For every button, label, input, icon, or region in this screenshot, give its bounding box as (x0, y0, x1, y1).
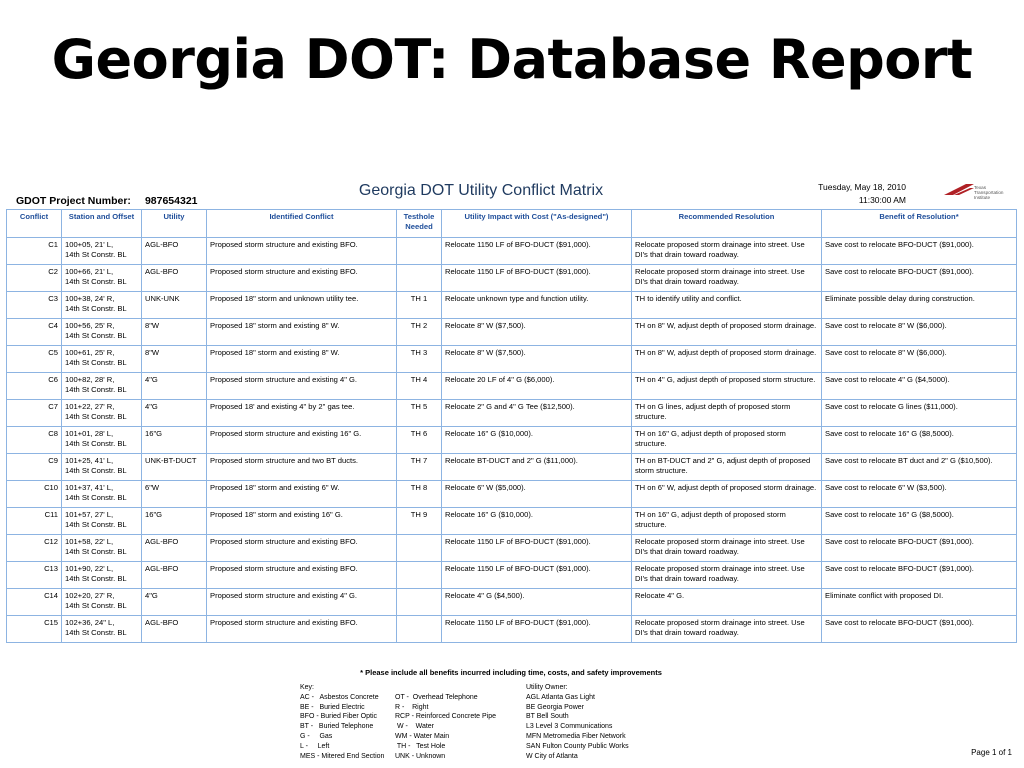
recommended-resolution-cell: TH on 4" G, adjust depth of proposed storm structure. (632, 373, 822, 400)
identified-conflict-cell: Proposed storm structure and existing BFO. (207, 238, 397, 265)
utility-cell: 8"W (142, 319, 207, 346)
column-header: Station and Offset (62, 210, 142, 238)
station-baseline: 14th St Constr. BL (65, 493, 127, 502)
utility-cell: 4"G (142, 400, 207, 427)
table-row (7, 265, 1017, 292)
station-baseline: 14th St Constr. BL (65, 547, 127, 556)
testhole-cell (397, 589, 442, 616)
tti-logo-icon (944, 182, 974, 196)
station-value: 101+37, 41' L, (65, 483, 114, 492)
table-row (7, 454, 1017, 481)
benefit-cell: Eliminate possible delay during construction. (822, 292, 1017, 319)
station-value: 100+82, 28' R, (65, 375, 115, 384)
identified-conflict-cell: Proposed 18" storm and existing 16" G. (207, 508, 397, 535)
table-row (7, 400, 1017, 427)
column-header: Conflict (7, 210, 62, 238)
key-entry: RCP - Reinforced Concrete Pipe (395, 713, 497, 721)
recommended-resolution-cell: TH on BT-DUCT and 2" G, adjust depth of proposed storm structure. (632, 454, 822, 481)
utility-impact-cell: Relocate 16" G ($10,000). (442, 508, 632, 535)
recommended-resolution-cell: TH to identify utility and conflict. (632, 292, 822, 319)
column-header: Benefit of Resolution* (822, 210, 1017, 238)
benefit-cell: Save cost to relocate 8" W ($6,000). (822, 319, 1017, 346)
utility-impact-cell: Relocate 4" G ($4,500). (442, 589, 632, 616)
table-row (7, 616, 1017, 643)
key-row (300, 732, 530, 742)
utility-cell: UNK-UNK (142, 292, 207, 319)
recommended-resolution-cell: TH on 8" W, adjust depth of proposed storm drainage. (632, 319, 822, 346)
station-offset-cell (62, 427, 142, 454)
conflict-id-cell: C3 (7, 292, 62, 319)
table-row (7, 481, 1017, 508)
conflict-id-cell: C8 (7, 427, 62, 454)
utility-impact-cell: Relocate 1150 LF of BFO-DUCT ($91,000). (442, 616, 632, 643)
project-number-value: 987654321 (144, 195, 198, 207)
table-header-row (7, 210, 1017, 238)
key-title: Key: (300, 684, 315, 691)
station-baseline: 14th St Constr. BL (65, 385, 127, 394)
key-entry: BT - Buried Telephone (300, 723, 374, 731)
utility-owner-entry: W City of Atlanta (526, 752, 578, 760)
utility-impact-cell: Relocate 6" W ($5,000). (442, 481, 632, 508)
utility-cell: 6"W (142, 481, 207, 508)
station-offset-cell (62, 562, 142, 589)
table-row (7, 238, 1017, 265)
utility-impact-cell: Relocate 1150 LF of BFO-DUCT ($91,000). (442, 562, 632, 589)
station-offset-cell (62, 238, 142, 265)
key-entry: MES - Mitered End Section (300, 752, 385, 760)
utility-owner-entry: BE Georgia Power (526, 703, 584, 711)
logo-text: Texas Transportation Institute (974, 185, 1004, 200)
testhole-cell (397, 265, 442, 292)
station-baseline: 14th St Constr. BL (65, 439, 127, 448)
benefit-cell: Save cost to relocate 16" G ($8,5000). (822, 427, 1017, 454)
key-entry: WM - Water Main (395, 732, 450, 740)
identified-conflict-cell: Proposed storm structure and two BT ducts. (207, 454, 397, 481)
utility-cell: 8"W (142, 346, 207, 373)
column-header: Recommended Resolution (632, 210, 822, 238)
identified-conflict-cell: Proposed storm structure and existing 4" G. (207, 589, 397, 616)
identified-conflict-cell: Proposed 18" storm and existing 6" W. (207, 481, 397, 508)
conflict-table (6, 209, 1017, 643)
conflict-id-cell: C6 (7, 373, 62, 400)
table-row (7, 535, 1017, 562)
table-row (7, 319, 1017, 346)
identified-conflict-cell: Proposed storm structure and existing BFO. (207, 265, 397, 292)
utility-cell: AGL-BFO (142, 616, 207, 643)
station-baseline: 14th St Constr. BL (65, 574, 127, 583)
conflict-id-cell: C1 (7, 238, 62, 265)
utility-impact-cell: Relocate BT-DUCT and 2" G ($11,000). (442, 454, 632, 481)
identified-conflict-cell: Proposed storm structure and existing 4" G. (207, 373, 397, 400)
key-entry: L - Left (300, 742, 330, 750)
utility-owner-title: Utility Owner: (526, 684, 568, 691)
utility-owner-entry: L3 Level 3 Communications (526, 723, 613, 731)
report-date: Tuesday, May 18, 2010 (818, 182, 906, 192)
conflict-id-cell: C13 (7, 562, 62, 589)
conflict-id-cell: C2 (7, 265, 62, 292)
utility-impact-cell: Relocate 20 LF of 4" G ($6,000). (442, 373, 632, 400)
key-row (300, 752, 530, 762)
conflict-id-cell: C7 (7, 400, 62, 427)
recommended-resolution-cell: Relocate proposed storm drainage into street. Use DI's that drain toward roadway. (632, 616, 822, 643)
recommended-resolution-cell: TH on 16" G, adjust depth of proposed storm structure. (632, 508, 822, 535)
testhole-cell: TH 1 (397, 292, 442, 319)
table-row (7, 589, 1017, 616)
benefit-cell: Save cost to relocate BT duct and 2" G ($10,500). (822, 454, 1017, 481)
recommended-resolution-cell: TH on 8" W, adjust depth of proposed storm drainage. (632, 346, 822, 373)
station-offset-cell (62, 400, 142, 427)
testhole-cell (397, 562, 442, 589)
testhole-cell: TH 8 (397, 481, 442, 508)
station-offset-cell (62, 535, 142, 562)
station-value: 101+22, 27' R, (65, 402, 115, 411)
key-row (300, 712, 530, 722)
station-value: 102+36, 24" L, (65, 618, 115, 627)
station-value: 101+57, 27' L, (65, 510, 114, 519)
benefit-cell: Save cost to relocate BFO-DUCT ($91,000). (822, 616, 1017, 643)
station-baseline: 14th St Constr. BL (65, 304, 127, 313)
identified-conflict-cell: Proposed storm structure and existing 16" G. (207, 427, 397, 454)
identified-conflict-cell: Proposed 18" storm and existing 8" W. (207, 319, 397, 346)
table-row (7, 508, 1017, 535)
utility-impact-cell: Relocate unknown type and function utility. (442, 292, 632, 319)
testhole-cell: TH 3 (397, 346, 442, 373)
benefit-cell: Save cost to relocate BFO-DUCT ($91,000). (822, 265, 1017, 292)
page-number: Page 1 of 1 (971, 748, 1012, 757)
station-baseline: 14th St Constr. BL (65, 250, 127, 259)
project-number-label: GDOT Project Number: (16, 195, 131, 207)
matrix-title: Georgia DOT Utility Conflict Matrix (358, 182, 604, 199)
station-baseline: 14th St Constr. BL (65, 331, 127, 340)
benefit-cell: Save cost to relocate 8" W ($6,000). (822, 346, 1017, 373)
key-row (300, 693, 530, 703)
key-entry: TH - Test Hole (395, 742, 446, 750)
recommended-resolution-cell: Relocate proposed storm drainage into street. Use DI's that drain toward roadway. (632, 535, 822, 562)
identified-conflict-cell: Proposed storm structure and existing BFO. (207, 535, 397, 562)
station-baseline: 14th St Constr. BL (65, 358, 127, 367)
table-row (7, 346, 1017, 373)
project-number-line (16, 195, 198, 207)
key-entry: BE - Buried Electric (300, 703, 365, 711)
station-offset-cell (62, 589, 142, 616)
conflict-id-cell: C12 (7, 535, 62, 562)
utility-impact-cell: Relocate 8" W ($7,500). (442, 346, 632, 373)
key-row (300, 742, 530, 752)
benefit-cell: Save cost to relocate BFO-DUCT ($91,000). (822, 562, 1017, 589)
recommended-resolution-cell: Relocate proposed storm drainage into street. Use DI's that drain toward roadway. (632, 265, 822, 292)
recommended-resolution-cell: Relocate proposed storm drainage into street. Use DI's that drain toward roadway. (632, 238, 822, 265)
utility-cell: UNK-BT-DUCT (142, 454, 207, 481)
utility-owner-entry: BT Bell South (526, 713, 569, 721)
benefit-footnote: * Please include all benefits incurred including time, costs, and safety improvements (360, 668, 662, 677)
station-offset-cell (62, 508, 142, 535)
key-entry: R - Right (395, 703, 429, 711)
column-header: Utility Impact with Cost ("As-designed") (442, 210, 632, 238)
station-offset-cell (62, 346, 142, 373)
identified-conflict-cell: Proposed 18' and existing 4" by 2" gas tee. (207, 400, 397, 427)
conflict-id-cell: C5 (7, 346, 62, 373)
utility-impact-cell: Relocate 8" W ($7,500). (442, 319, 632, 346)
recommended-resolution-cell: TH on 6" W, adjust depth of proposed storm drainage. (632, 481, 822, 508)
station-value: 101+58, 22' L, (65, 537, 114, 546)
benefit-cell: Eliminate conflict with proposed DI. (822, 589, 1017, 616)
station-baseline: 14th St Constr. BL (65, 412, 127, 421)
utility-owner-entry: SAN Fulton County Public Works (526, 742, 629, 750)
conflict-id-cell: C11 (7, 508, 62, 535)
utility-cell: AGL-BFO (142, 535, 207, 562)
identified-conflict-cell: Proposed 18" storm and unknown utility tee. (207, 292, 397, 319)
benefit-cell: Save cost to relocate 16" G ($8,5000). (822, 508, 1017, 535)
key-entry: OT - Overhead Telephone (395, 693, 478, 701)
station-baseline: 14th St Constr. BL (65, 520, 127, 529)
key-entry: AC - Asbestos Concrete (300, 693, 379, 701)
testhole-cell: TH 7 (397, 454, 442, 481)
testhole-cell: TH 5 (397, 400, 442, 427)
station-baseline: 14th St Constr. BL (65, 601, 127, 610)
identified-conflict-cell: Proposed 18" storm and existing 8" W. (207, 346, 397, 373)
utility-owner-entry: AGL Atlanta Gas Light (526, 693, 596, 701)
recommended-resolution-cell: TH on G lines, adjust depth of proposed storm structure. (632, 400, 822, 427)
table-row (7, 373, 1017, 400)
testhole-cell: TH 6 (397, 427, 442, 454)
conflict-id-cell: C14 (7, 589, 62, 616)
station-baseline: 14th St Constr. BL (65, 277, 127, 286)
abbreviation-key (300, 683, 530, 761)
table-row (7, 427, 1017, 454)
identified-conflict-cell: Proposed storm structure and existing BFO. (207, 616, 397, 643)
station-baseline: 14th St Constr. BL (65, 466, 127, 475)
benefit-cell: Save cost to relocate 6" W ($3,500). (822, 481, 1017, 508)
tti-logo (944, 182, 1014, 204)
utility-cell: 16"G (142, 508, 207, 535)
utility-impact-cell: Relocate 16" G ($10,000). (442, 427, 632, 454)
key-row (300, 703, 530, 713)
utility-impact-cell: Relocate 1150 LF of BFO-DUCT ($91,000). (442, 238, 632, 265)
conflict-id-cell: C4 (7, 319, 62, 346)
utility-cell: 4"G (142, 373, 207, 400)
station-value: 100+05, 21' L, (65, 240, 114, 249)
testhole-cell: TH 4 (397, 373, 442, 400)
recommended-resolution-cell: Relocate proposed storm drainage into street. Use DI's that drain toward roadway. (632, 562, 822, 589)
utility-cell: AGL-BFO (142, 562, 207, 589)
identified-conflict-cell: Proposed storm structure and existing BFO. (207, 562, 397, 589)
station-value: 100+56, 25' R, (65, 321, 115, 330)
utility-owner-entry: MFN Metromedia Fiber Network (526, 732, 626, 740)
utility-cell: AGL-BFO (142, 265, 207, 292)
conflict-id-cell: C10 (7, 481, 62, 508)
utility-owner-list (526, 683, 726, 761)
station-offset-cell (62, 292, 142, 319)
column-header: Identified Conflict (207, 210, 397, 238)
utility-impact-cell: Relocate 2" G and 4" G Tee ($12,500). (442, 400, 632, 427)
station-value: 100+66, 21' L, (65, 267, 114, 276)
recommended-resolution-cell: Relocate 4" G. (632, 589, 822, 616)
testhole-cell (397, 535, 442, 562)
column-header: Testhole Needed (397, 210, 442, 238)
conflict-id-cell: C15 (7, 616, 62, 643)
page-title: Georgia DOT: Database Report (51, 28, 973, 91)
station-offset-cell (62, 616, 142, 643)
key-entry: G - Gas (300, 732, 333, 740)
station-offset-cell (62, 454, 142, 481)
station-value: 100+61, 25' R, (65, 348, 115, 357)
station-baseline: 14th St Constr. BL (65, 628, 127, 637)
utility-impact-cell: Relocate 1150 LF of BFO-DUCT ($91,000). (442, 535, 632, 562)
table-row (7, 562, 1017, 589)
benefit-cell: Save cost to relocate BFO-DUCT ($91,000). (822, 535, 1017, 562)
key-entry: UNK - Unknown (395, 752, 446, 760)
station-value: 100+38, 24' R, (65, 294, 115, 303)
station-value: 101+25, 41' L, (65, 456, 114, 465)
station-offset-cell (62, 265, 142, 292)
benefit-cell: Save cost to relocate 4" G ($4,5000). (822, 373, 1017, 400)
station-value: 101+01, 28' L, (65, 429, 114, 438)
key-entry: W - Water (395, 723, 435, 731)
station-offset-cell (62, 319, 142, 346)
station-value: 102+20, 27' R, (65, 591, 115, 600)
utility-cell: 4"G (142, 589, 207, 616)
report-datetime (786, 181, 906, 207)
recommended-resolution-cell: TH on 16" G, adjust depth of proposed storm structure. (632, 427, 822, 454)
station-offset-cell (62, 373, 142, 400)
testhole-cell (397, 238, 442, 265)
benefit-cell: Save cost to relocate G lines ($11,000). (822, 400, 1017, 427)
table-row (7, 292, 1017, 319)
testhole-cell: TH 9 (397, 508, 442, 535)
key-entry: BFO - Buried Fiber Optic (300, 713, 378, 721)
column-header: Utility (142, 210, 207, 238)
conflict-id-cell: C9 (7, 454, 62, 481)
utility-impact-cell: Relocate 1150 LF of BFO-DUCT ($91,000). (442, 265, 632, 292)
key-row (300, 722, 530, 732)
testhole-cell (397, 616, 442, 643)
station-offset-cell (62, 481, 142, 508)
utility-cell: 16"G (142, 427, 207, 454)
testhole-cell: TH 2 (397, 319, 442, 346)
report-time: 11:30:00 AM (858, 195, 906, 205)
conflict-matrix-report (6, 178, 1018, 766)
benefit-cell: Save cost to relocate BFO-DUCT ($91,000). (822, 238, 1017, 265)
station-value: 101+90, 22' L, (65, 564, 114, 573)
utility-cell: AGL-BFO (142, 238, 207, 265)
